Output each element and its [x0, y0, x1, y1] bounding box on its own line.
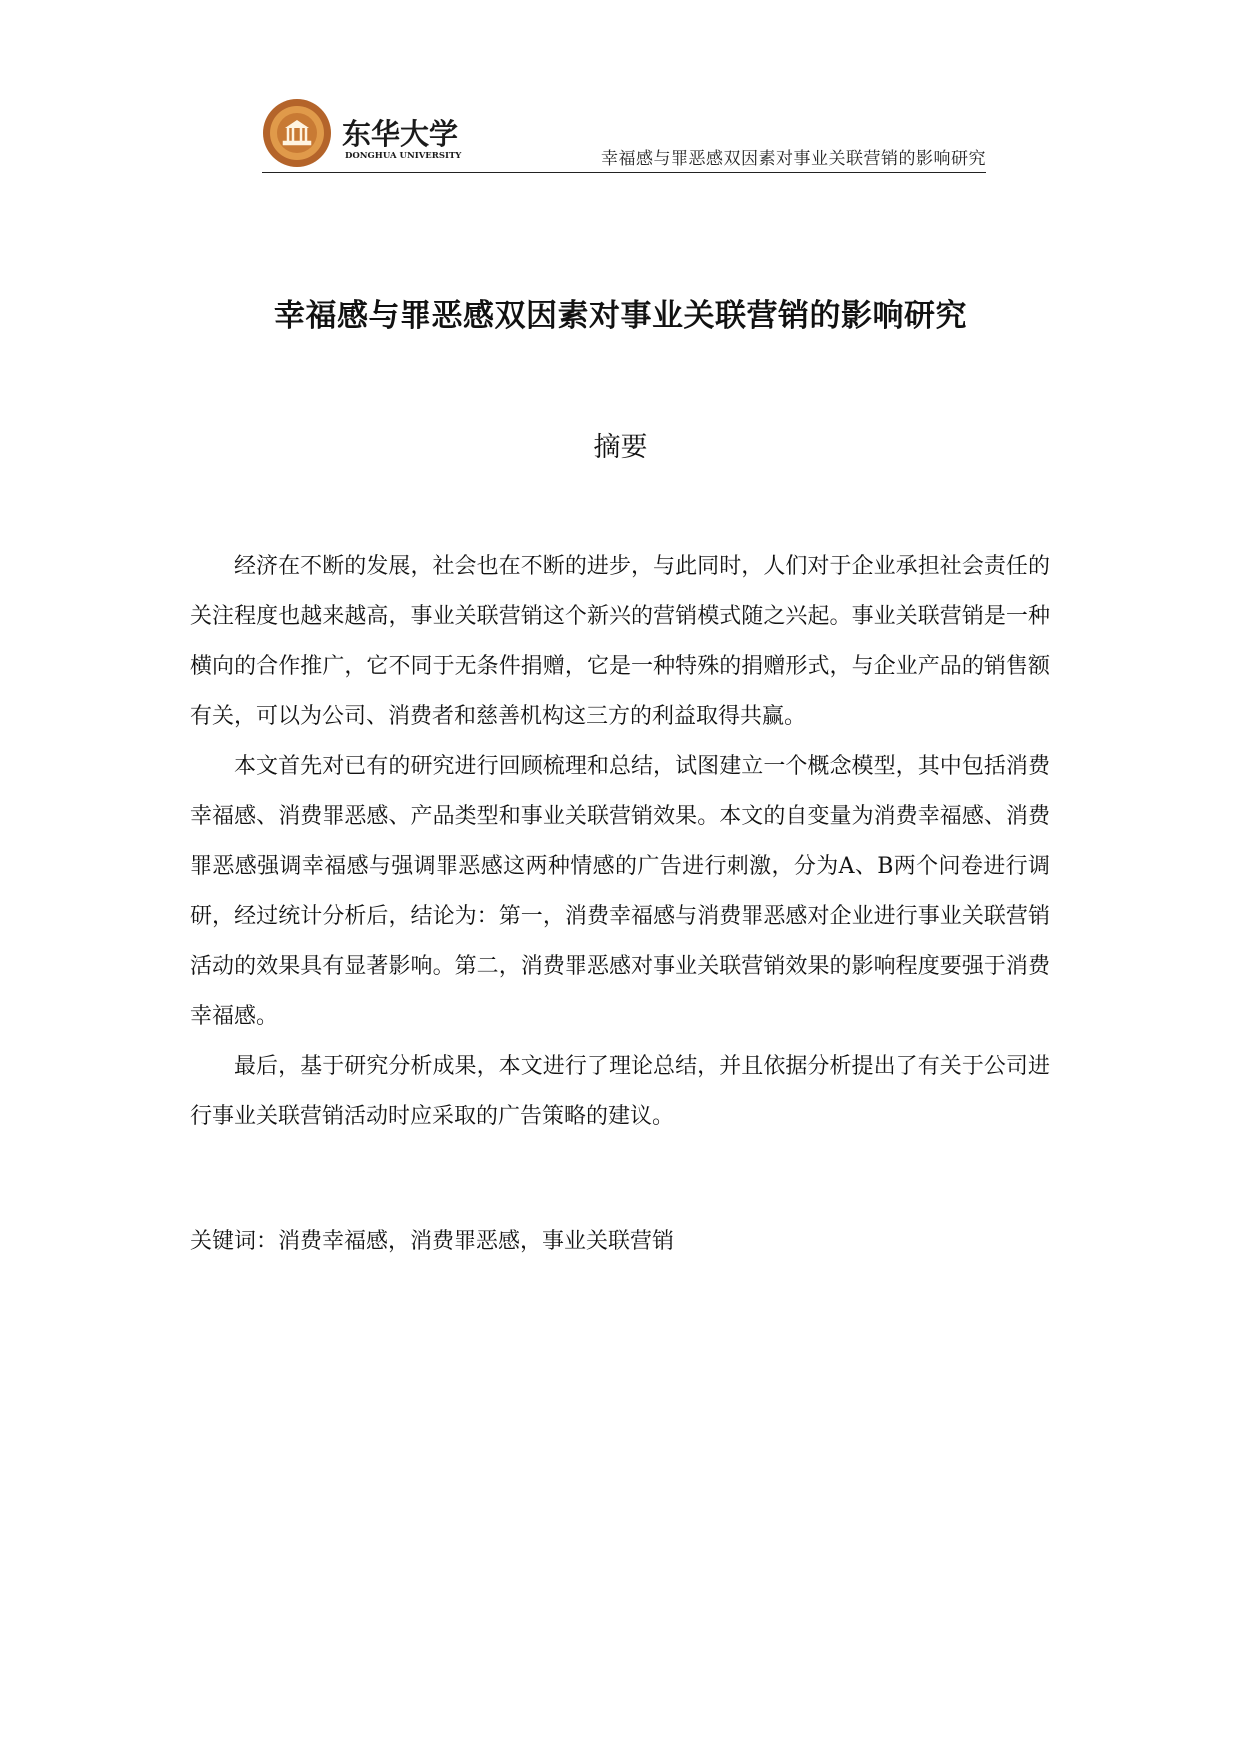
abstract-body [190, 542, 1050, 1142]
university-logo-wordmark [342, 114, 472, 162]
abstract-paragraph: 经济在不断的发展，社会也在不断的进步，与此同时，人们对于企业承担社会责任的关注程度也越来越高，事业关联营销这个新兴的营销模式随之兴起。事业关联营销是一种横向的合作推广，它不同于无条件捐赠，它是一种特殊的捐赠形式，与企业产品的销售额有关，可以为公司、消费者和慈善机构这三方的利益取得共赢。 [190, 554, 1050, 729]
abstract-heading: 摘要 [593, 432, 648, 463]
keywords-label: 关键词： [190, 1229, 279, 1254]
university-seal-icon [262, 98, 332, 168]
keywords [190, 1222, 1050, 1262]
keywords-value: 消费幸福感，消费罪恶感，事业关联营销 [278, 1229, 675, 1254]
page-header [262, 92, 986, 173]
document-title: 幸福感与罪恶感双因素对事业关联营销的影响研究 [274, 298, 967, 334]
abstract-paragraph: 最后，基于研究分析成果，本文进行了理论总结，并且依据分析提出了有关于公司进行事业关联营销活动时应采取的广告策略的建议。 [190, 1054, 1050, 1129]
svg-text:DONGHUA UNIVERSITY: DONGHUA UNIVERSITY [345, 151, 462, 161]
running-title: 幸福感与罪恶感双因素对事业关联营销的影响研究 [601, 149, 986, 169]
abstract-paragraph: 本文首先对已有的研究进行回顾梳理和总结，试图建立一个概念模型，其中包括消费幸福感、消费罪恶感、产品类型和事业关联营销效果。本文的自变量为消费幸福感、消费罪恶感强调幸福感与强调罪恶感这两种情感的广告进行刺激，分为A、B两个问卷进行调研，经过统计分析后，结论为：第一，消费幸福感与消费罪恶感对企业进行事业关联营销活动的效果具有显著影响。第二，消费罪恶感对事业关联营销效果的影响程度要强于消费幸福感。 [190, 754, 1050, 1029]
svg-text:东华大学: 东华大学 [342, 117, 459, 151]
